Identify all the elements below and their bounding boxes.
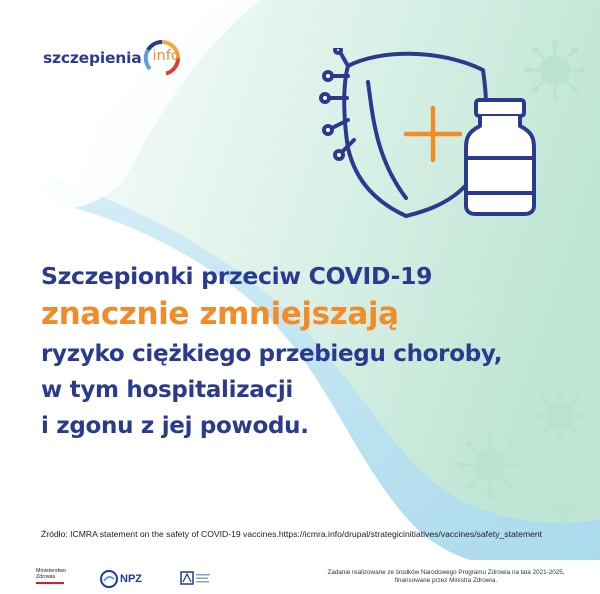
npz-swirl-icon [100, 570, 118, 588]
logo-word: szczepienia [43, 49, 142, 67]
logo-ring-icon [142, 38, 182, 78]
source-citation: Źródło: ICMRA statement on the safety of COVID-19 vaccines.https://icmra.info/drupal/strategicinitiatives/vaccines/safety_statement [41, 529, 543, 539]
szczepienia-info-logo [43, 36, 182, 80]
npz-label: NPZ [120, 573, 142, 585]
headline [41, 262, 581, 439]
headline-line-5: i zgonu z jej powodu. [41, 413, 309, 439]
ministry-of-health-logo [36, 568, 76, 584]
funding-note [306, 569, 586, 585]
ministry-line-2: Zdrowia [36, 574, 56, 580]
npz-logo [100, 570, 142, 588]
headline-line-3: ryzyko ciężkiego przebiegu choroby, [41, 341, 503, 367]
funding-line-2: finansowane przez Ministra Zdrowia. [394, 577, 498, 584]
headline-line-4: w tym hospitalizacji [41, 377, 294, 403]
footer [0, 560, 600, 594]
ministry-line-1: Ministerstwo [36, 568, 66, 574]
partner-logo [180, 570, 212, 586]
ministry-red-rule [36, 582, 64, 584]
headline-line-1: Szczepionki przeciw COVID-19 [41, 262, 433, 290]
logo-suffix: info [152, 48, 180, 64]
shield-plus-vaccine-vial-icon [318, 48, 540, 218]
funding-line-1: Zadanie realizowane ze środków Narodowego Programu Zdrowia na lata 2021-2025, [327, 569, 565, 576]
partner-emblem-icon [180, 570, 212, 586]
headline-highlight: znacznie zmniejszają [41, 296, 399, 332]
